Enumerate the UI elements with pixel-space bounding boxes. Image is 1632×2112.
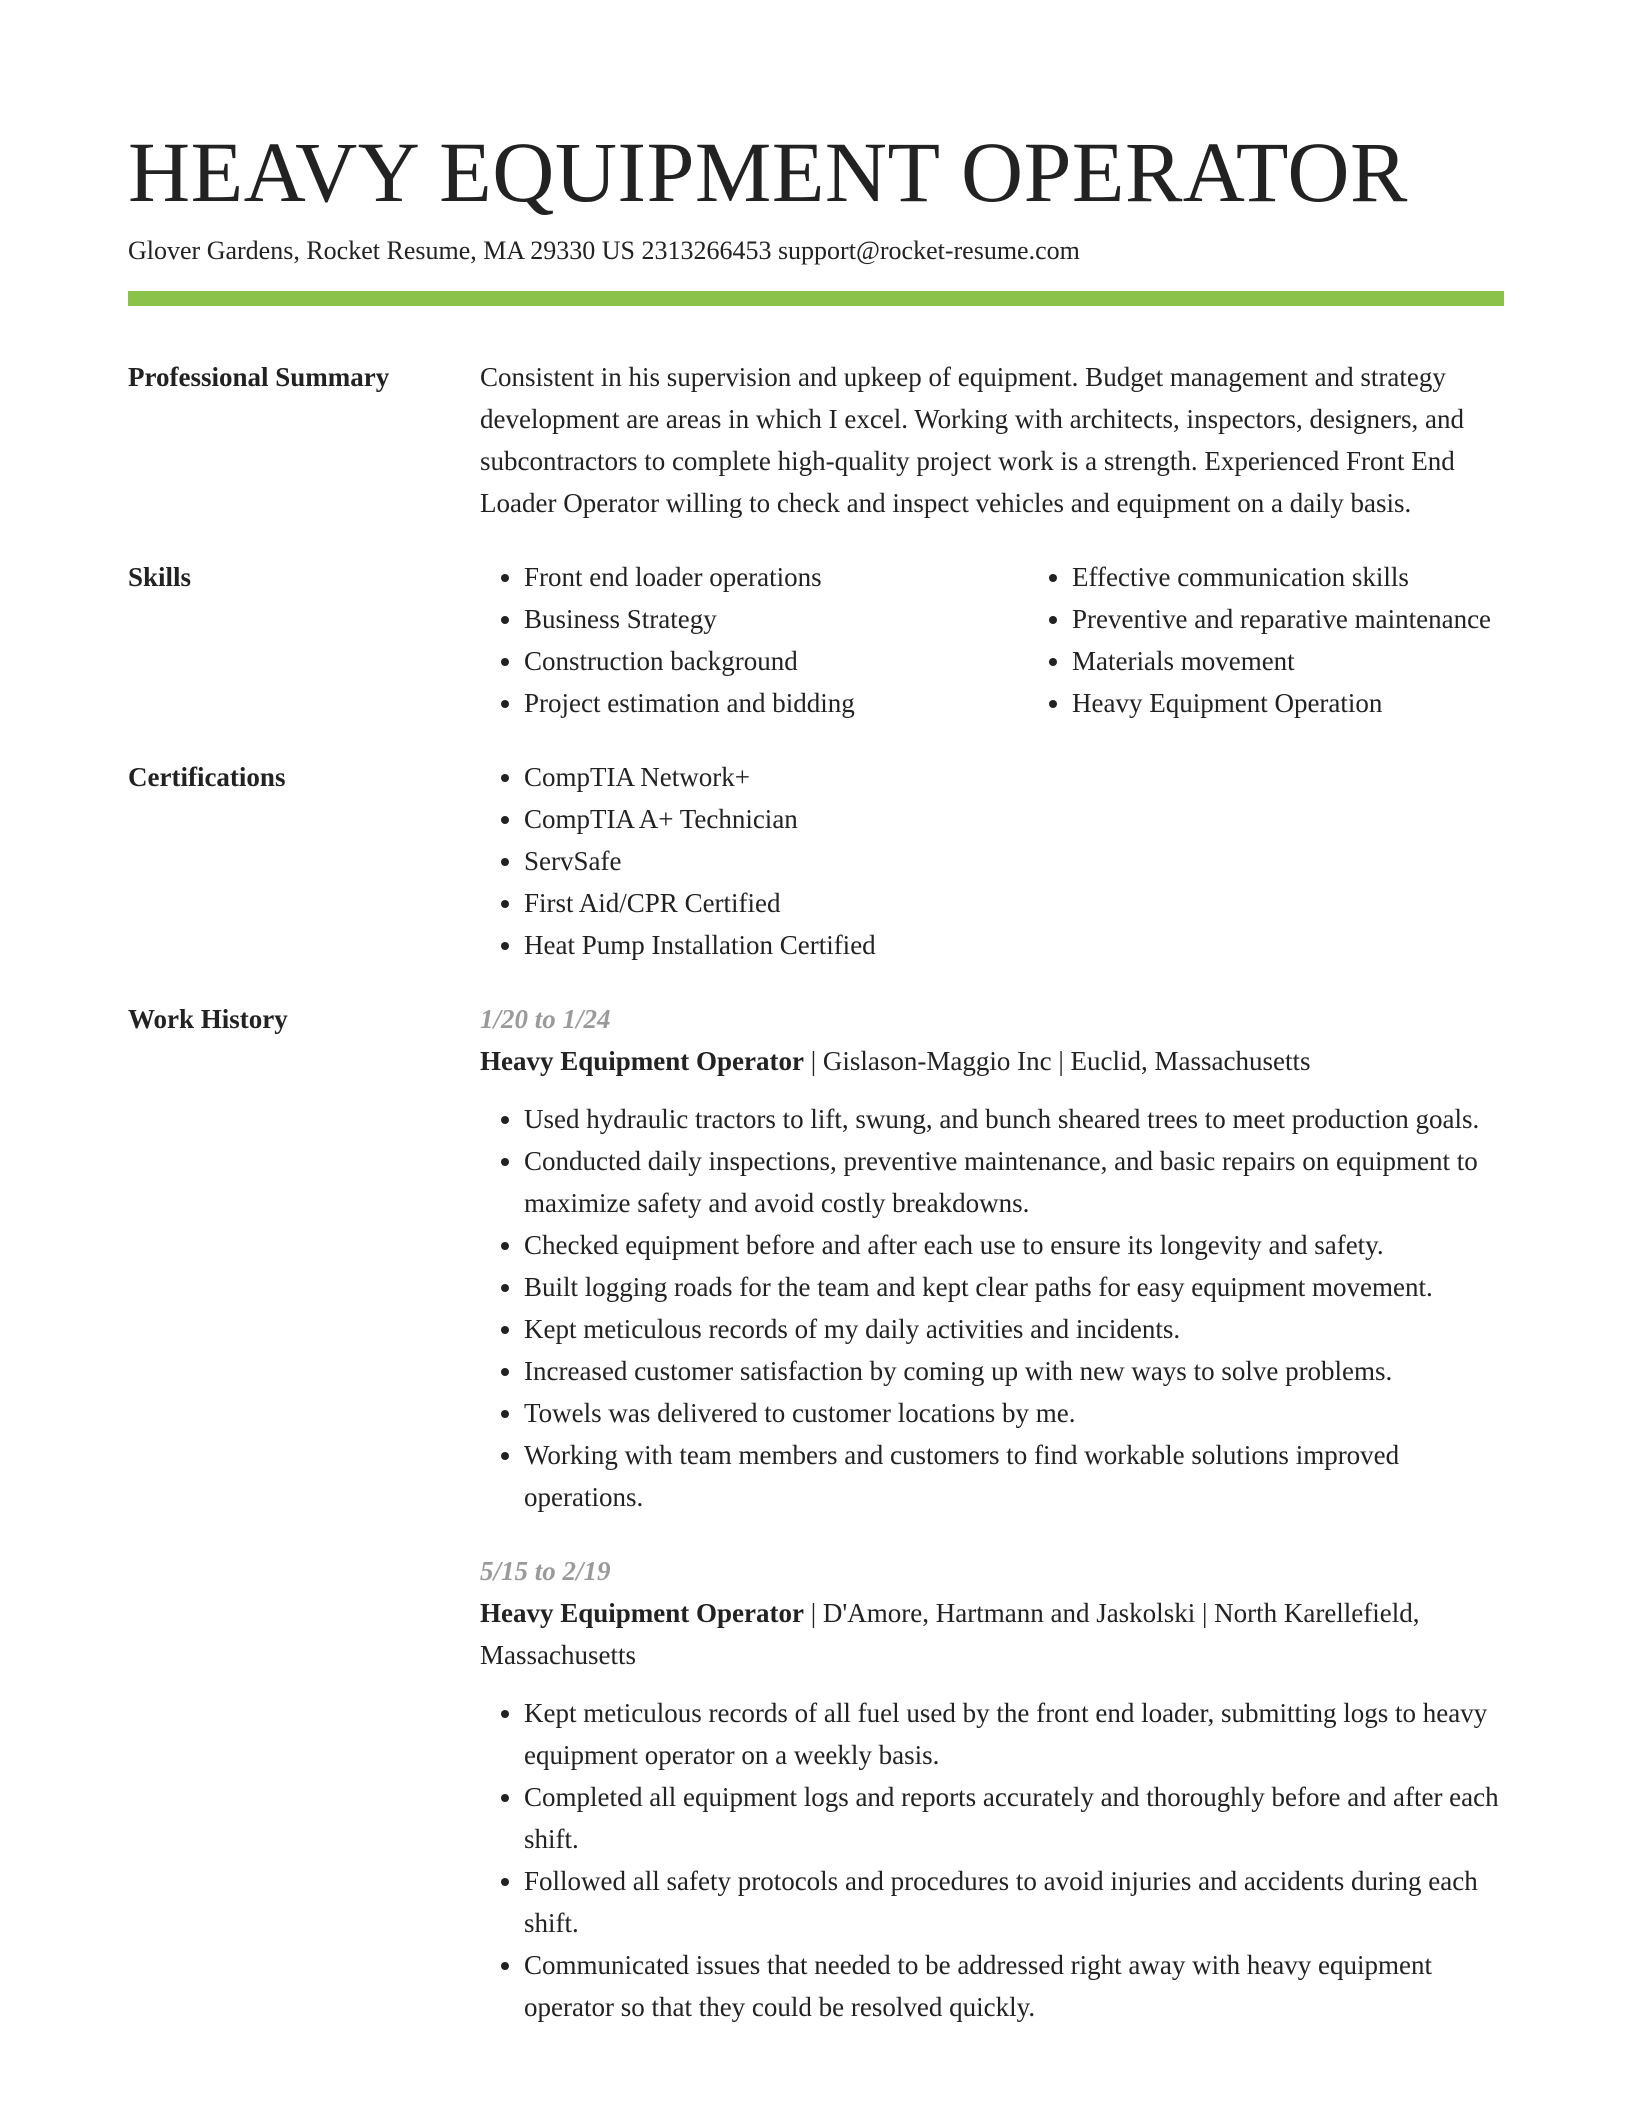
job-dates: 1/20 to 1/24	[480, 1004, 611, 1034]
job-bullet: • Working with team members and customers to find workable solutions improved operations.	[524, 1434, 1504, 1518]
skills-list-left	[480, 556, 1028, 724]
summary-section	[128, 356, 1504, 524]
job-bullet: • Completed all equipment logs and reports accurately and thoroughly before and after each shift.	[524, 1776, 1504, 1860]
skill-item: • Project estimation and bidding	[524, 682, 1028, 724]
job-bullet-list	[480, 1692, 1504, 2028]
job-role: Heavy Equipment Operator	[480, 1598, 804, 1628]
job-bullet: • Kept meticulous records of my daily activities and incidents.	[524, 1308, 1504, 1350]
job-bullet: • Conducted daily inspections, preventive maintenance, and basic repairs on equipment to maximize safety and avoid costly breakdowns.	[524, 1140, 1504, 1224]
certification-item: • CompTIA A+ Technician	[524, 798, 1504, 840]
certifications-heading: Certifications	[128, 762, 286, 792]
job-details: | D'Amore, Hartmann and Jaskolski | North Karellefield, Massachusetts	[480, 1598, 1420, 1670]
header-divider	[128, 291, 1504, 306]
skill-item: • Construction background	[524, 640, 1028, 682]
job-header	[480, 1592, 1504, 1676]
job-bullet: • Kept meticulous records of all fuel used by the front end loader, submitting logs to heavy equipment operator on a weekly basis.	[524, 1692, 1504, 1776]
resume-title: HEAVY EQUIPMENT OPERATOR	[128, 124, 1408, 220]
job-role: Heavy Equipment Operator	[480, 1046, 804, 1076]
job-bullet: • Checked equipment before and after each use to ensure its longevity and safety.	[524, 1224, 1504, 1266]
job-bullet: • Built logging roads for the team and kept clear paths for easy equipment movement.	[524, 1266, 1504, 1308]
job-entry	[480, 998, 1504, 1518]
skill-item: • Front end loader operations	[524, 556, 1028, 598]
job-header	[480, 1040, 1504, 1082]
job-bullet: • Towels was delivered to customer locations by me.	[524, 1392, 1504, 1434]
summary-text: Consistent in his supervision and upkeep of equipment. Budget management and strategy development are areas in which I excel. Working with architects, inspectors, designers, and subcontractors to complete high-quality project work is a strength. Experienced Front End Loader Operator willing to check and inspect vehicles and equipment on a daily basis.	[480, 362, 1464, 518]
job-bullet: • Used hydraulic tractors to lift, swung, and bunch sheared trees to meet production goals.	[524, 1098, 1504, 1140]
work-history-section	[128, 998, 1504, 2028]
certification-item: • ServSafe	[524, 840, 1504, 882]
skill-item: • Business Strategy	[524, 598, 1028, 640]
skill-item: • Materials movement	[1072, 640, 1491, 682]
job-bullet: • Followed all safety protocols and procedures to avoid injuries and accidents during each shift.	[524, 1860, 1504, 1944]
job-details: | Gislason-Maggio Inc | Euclid, Massachusetts	[804, 1046, 1311, 1076]
job-bullet: • Communicated issues that needed to be addressed right away with heavy equipment operator so that they could be resolved quickly.	[524, 1944, 1504, 2028]
work-history-heading: Work History	[128, 1004, 288, 1034]
job-bullet: • Increased customer satisfaction by coming up with new ways to solve problems.	[524, 1350, 1504, 1392]
contact-line	[128, 234, 1504, 268]
skill-item: • Preventive and reparative maintenance	[1072, 598, 1491, 640]
certifications-list	[480, 756, 1504, 966]
skills-heading: Skills	[128, 562, 192, 592]
certification-item: • First Aid/CPR Certified	[524, 882, 1504, 924]
contact-email: support@rocket-resume.com	[777, 236, 1080, 265]
certification-item: • Heat Pump Installation Certified	[524, 924, 1504, 966]
skills-section	[128, 556, 1504, 724]
skill-item: • Heavy Equipment Operation	[1072, 682, 1491, 724]
job-dates: 5/15 to 2/19	[480, 1556, 611, 1586]
contact-phone: 2313266453	[641, 236, 772, 265]
resume-page	[128, 0, 1504, 2028]
skills-list-right	[1028, 556, 1491, 724]
job-bullet-list	[480, 1098, 1504, 1518]
certifications-section	[128, 756, 1504, 966]
summary-heading: Professional Summary	[128, 362, 390, 392]
job-entry	[480, 1550, 1504, 2028]
skill-item: • Effective communication skills	[1072, 556, 1491, 598]
contact-address: Glover Gardens, Rocket Resume, MA 29330 US	[128, 236, 635, 265]
certification-item: • CompTIA Network+	[524, 756, 1504, 798]
